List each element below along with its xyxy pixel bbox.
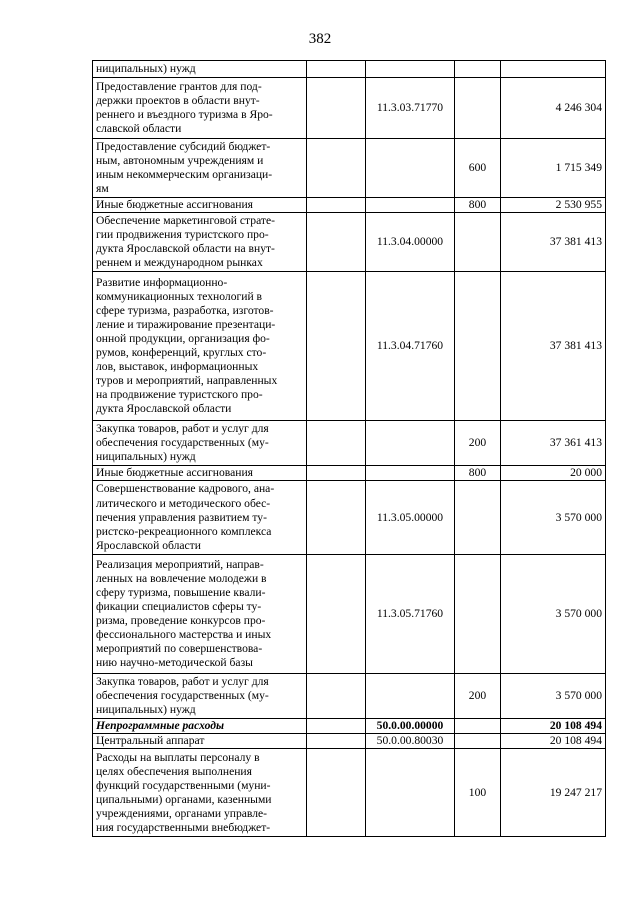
row-name: Совершенствование кадрового, ана- литического и методического обес- печения управления развитием ту- ристско-рекреационного комплекса Ярославской области	[93, 481, 307, 555]
row-amount: 4 246 304	[501, 78, 606, 139]
row-amount: 3 570 000	[501, 481, 606, 555]
row-code: 11.3.04.00000	[366, 213, 455, 272]
row-expense-type: 800	[455, 198, 501, 213]
row-extra	[307, 734, 366, 749]
table-row	[93, 674, 606, 719]
row-expense-type	[455, 78, 501, 139]
row-code	[366, 674, 455, 719]
row-amount: 3 570 000	[501, 674, 606, 719]
row-name: Иные бюджетные ассигнования	[93, 466, 307, 481]
row-extra	[307, 139, 366, 198]
row-code	[366, 466, 455, 481]
row-expense-type: 200	[455, 421, 501, 466]
row-name: Расходы на выплаты персоналу в целях обеспечения выполнения функций государственными (муни- ципальными) органами, казенными учреждениями, органами управле- ния государственными внебюджет-	[93, 749, 307, 837]
row-name: Закупка товаров, работ и услуг для обеспечения государственных (му- ниципальных) нужд	[93, 421, 307, 466]
row-amount	[501, 61, 606, 78]
row-expense-type	[455, 481, 501, 555]
row-extra	[307, 198, 366, 213]
row-name: ниципальных) нужд	[93, 61, 307, 78]
row-amount: 19 247 217	[501, 749, 606, 837]
row-amount: 20 000	[501, 466, 606, 481]
row-expense-type	[455, 61, 501, 78]
row-amount: 37 381 413	[501, 213, 606, 272]
row-extra	[307, 466, 366, 481]
row-name: Центральный аппарат	[93, 734, 307, 749]
row-name: Реализация мероприятий, направ- ленных на вовлечение молодежи в сферу туризма, повышение квали- фикации специалистов сферы ту- ризма, проведение конкурсов про- фессионального мастерства и иных мероприятий по совершенствова- нию научно-методической базы	[93, 555, 307, 674]
row-name: Обеспечение маркетинговой страте- гии продвижения туристского про- дукта Ярославской области на внут- реннем и международном рынках	[93, 213, 307, 272]
row-name: Закупка товаров, работ и услуг для обеспечения государственных (му- ниципальных) нужд	[93, 674, 307, 719]
row-code	[366, 139, 455, 198]
row-extra	[307, 61, 366, 78]
row-expense-type: 800	[455, 466, 501, 481]
row-amount: 2 530 955	[501, 198, 606, 213]
row-extra	[307, 78, 366, 139]
row-amount: 37 361 413	[501, 421, 606, 466]
row-expense-type	[455, 555, 501, 674]
row-code: 11.3.03.71770	[366, 78, 455, 139]
row-expense-type	[455, 272, 501, 421]
row-code	[366, 749, 455, 837]
row-name: Развитие информационно- коммуникационных технологий в сфере туризма, разработка, изготов- ление и тиражирование презентаци- онной продукции, организация фо- румов, конференций, круглых сто- лов, выставок, информационных туров и мероприятий, направленных на продвижение туристского про- дукта Ярославской области	[93, 272, 307, 421]
table-row	[93, 213, 606, 272]
table-row	[93, 421, 606, 466]
table-row	[93, 78, 606, 139]
row-code	[366, 421, 455, 466]
row-amount: 20 108 494	[501, 734, 606, 749]
row-expense-type: 200	[455, 674, 501, 719]
row-extra	[307, 481, 366, 555]
row-extra	[307, 719, 366, 734]
row-name: Предоставление грантов для под- держки проектов в области внут- реннего и въездного туризма в Яро- славской области	[93, 78, 307, 139]
row-code	[366, 198, 455, 213]
table-row	[93, 719, 606, 734]
row-extra	[307, 555, 366, 674]
row-code: 50.0.00.00000	[366, 719, 455, 734]
table-row	[93, 555, 606, 674]
table-row	[93, 198, 606, 213]
table-row	[93, 749, 606, 837]
row-amount: 1 715 349	[501, 139, 606, 198]
budget-table-body	[93, 61, 606, 837]
row-amount: 20 108 494	[501, 719, 606, 734]
row-expense-type	[455, 213, 501, 272]
table-row	[93, 139, 606, 198]
row-expense-type: 600	[455, 139, 501, 198]
row-code: 50.0.00.80030	[366, 734, 455, 749]
table-row	[93, 481, 606, 555]
row-code	[366, 61, 455, 78]
row-extra	[307, 421, 366, 466]
row-code: 11.3.05.00000	[366, 481, 455, 555]
row-extra	[307, 213, 366, 272]
table-row	[93, 734, 606, 749]
page-number: 382	[308, 31, 332, 47]
row-extra	[307, 674, 366, 719]
row-amount: 37 381 413	[501, 272, 606, 421]
row-expense-type: 100	[455, 749, 501, 837]
row-name: Иные бюджетные ассигнования	[93, 198, 307, 213]
table-row	[93, 61, 606, 78]
row-code: 11.3.05.71760	[366, 555, 455, 674]
budget-table	[92, 60, 606, 837]
row-name: Непрограммные расходы	[93, 719, 307, 734]
row-expense-type	[455, 719, 501, 734]
row-extra	[307, 272, 366, 421]
table-row	[93, 272, 606, 421]
row-expense-type	[455, 734, 501, 749]
row-amount: 3 570 000	[501, 555, 606, 674]
table-row	[93, 466, 606, 481]
row-extra	[307, 749, 366, 837]
row-code: 11.3.04.71760	[366, 272, 455, 421]
row-name: Предоставление субсидий бюджет- ным, автономным учреждениям и иным некоммерческим организаци- ям	[93, 139, 307, 198]
